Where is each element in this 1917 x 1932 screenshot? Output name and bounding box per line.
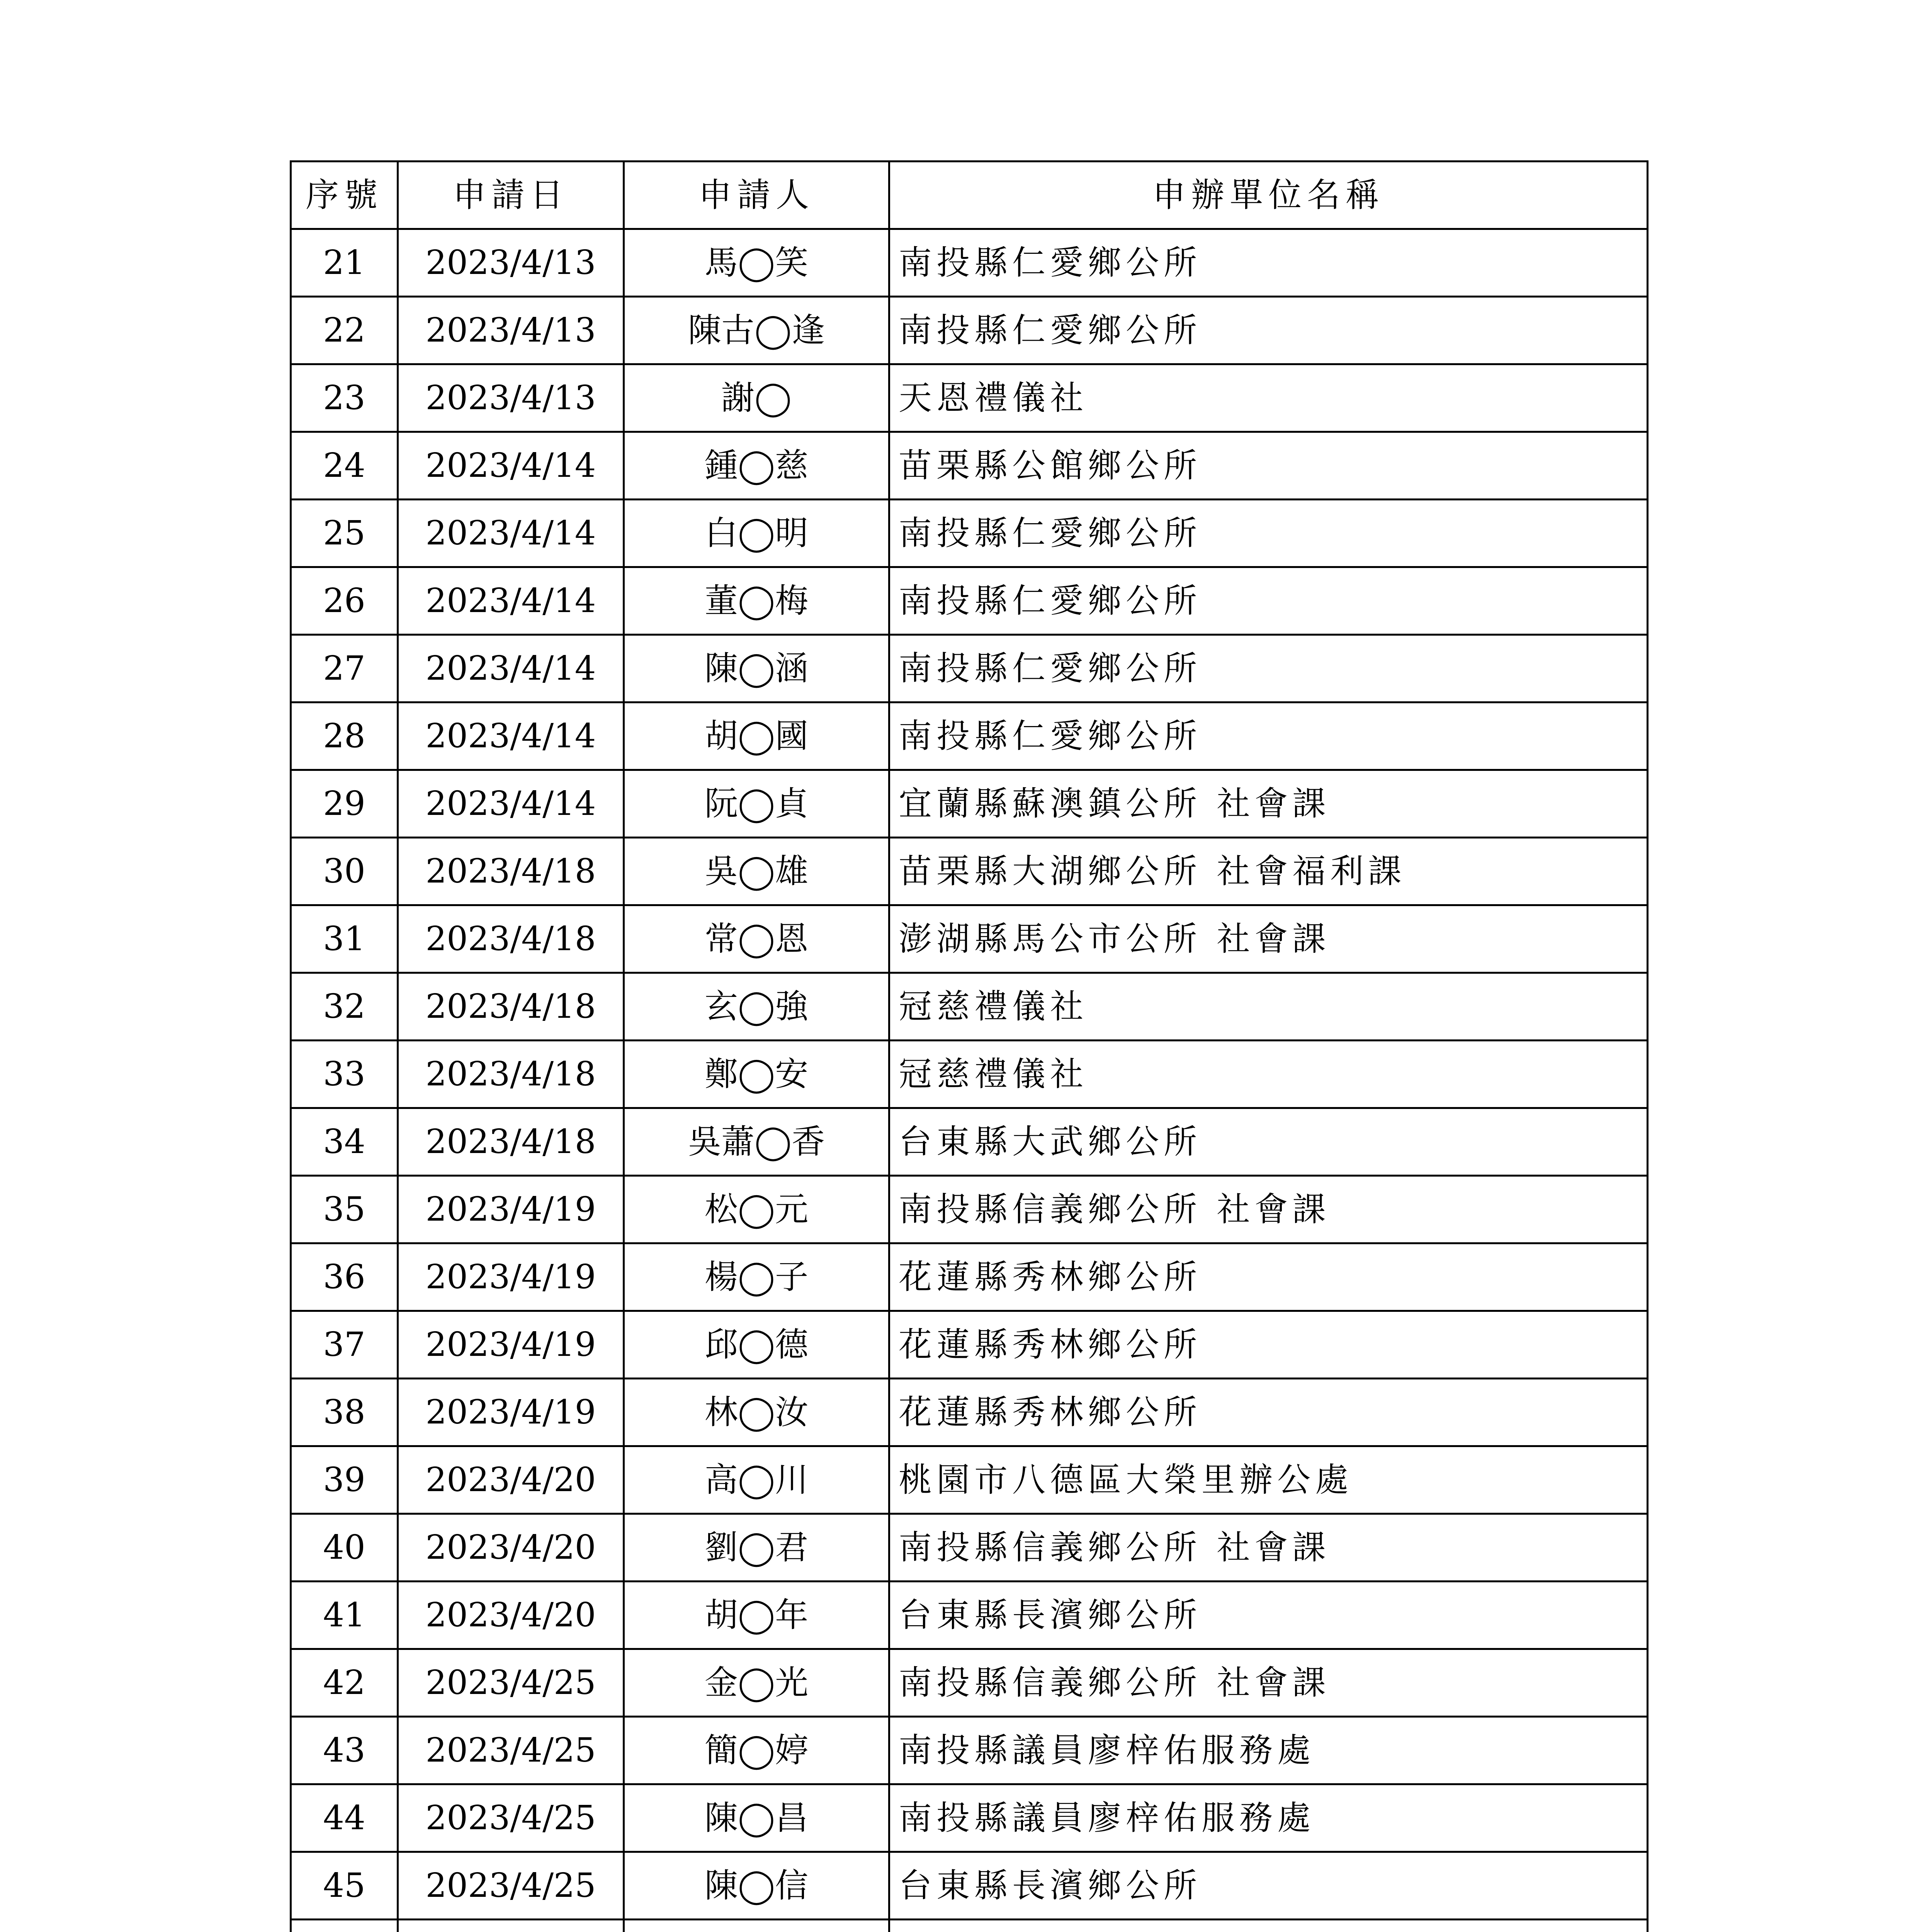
serial-number-cell: 31 bbox=[291, 905, 398, 973]
serial-number-cell: 41 bbox=[291, 1582, 398, 1649]
unit-name-cell: 天恩禮儀社 bbox=[889, 364, 1648, 432]
table-row bbox=[291, 1446, 1648, 1514]
table-body bbox=[291, 229, 1648, 1932]
application-date-cell: 2023/4/20 bbox=[398, 1582, 624, 1649]
unit-name-cell: 南投縣信義鄉公所 社會課 bbox=[889, 1514, 1648, 1582]
unit-name-cell: 宜蘭縣蘇澳鎮公所 社會課 bbox=[889, 770, 1648, 838]
unit-name-cell: 台東縣長濱鄉公所 bbox=[889, 1582, 1648, 1649]
application-date-cell: 2023/4/25 bbox=[398, 1649, 624, 1717]
application-date-cell: 2023/4/13 bbox=[398, 297, 624, 364]
unit-name-cell bbox=[889, 1920, 1648, 1932]
table-row bbox=[291, 1041, 1648, 1108]
applicant-cell: 林◯汝 bbox=[624, 1379, 889, 1446]
applicant-cell: 金◯光 bbox=[624, 1649, 889, 1717]
unit-name-cell: 苗栗縣公館鄉公所 bbox=[889, 432, 1648, 500]
applicant-cell: 鍾◯慈 bbox=[624, 432, 889, 500]
application-date-cell: 2023/4/14 bbox=[398, 500, 624, 567]
applicant-cell: 高◯川 bbox=[624, 1446, 889, 1514]
unit-name-cell: 桃園市八德區大榮里辦公處 bbox=[889, 1446, 1648, 1514]
applicant-cell: 陳古◯逢 bbox=[624, 297, 889, 364]
serial-number-cell: 26 bbox=[291, 567, 398, 635]
applicant-cell: 鄭◯安 bbox=[624, 1041, 889, 1108]
unit-name-cell: 花蓮縣秀林鄉公所 bbox=[889, 1311, 1648, 1379]
serial-number-cell: 36 bbox=[291, 1243, 398, 1311]
applicant-cell bbox=[624, 1920, 889, 1932]
table-row bbox=[291, 770, 1648, 838]
applicant-cell: 劉◯君 bbox=[624, 1514, 889, 1582]
unit-name-cell: 南投縣仁愛鄉公所 bbox=[889, 229, 1648, 297]
serial-number-cell: 24 bbox=[291, 432, 398, 500]
table-row bbox=[291, 1243, 1648, 1311]
serial-number-cell: 25 bbox=[291, 500, 398, 567]
unit-name-cell: 南投縣議員廖梓佑服務處 bbox=[889, 1784, 1648, 1852]
application-date-cell: 2023/4/18 bbox=[398, 1108, 624, 1176]
serial-number-cell: 33 bbox=[291, 1041, 398, 1108]
applicant-cell: 常◯恩 bbox=[624, 905, 889, 973]
application-table bbox=[290, 160, 1648, 1932]
unit-name-cell: 冠慈禮儀社 bbox=[889, 1041, 1648, 1108]
serial-number-cell: 34 bbox=[291, 1108, 398, 1176]
applicant-cell: 楊◯子 bbox=[624, 1243, 889, 1311]
serial-number-cell: 43 bbox=[291, 1717, 398, 1784]
unit-name-cell: 台東縣長濱鄉公所 bbox=[889, 1852, 1648, 1920]
application-date-cell: 2023/4/19 bbox=[398, 1176, 624, 1243]
table-row bbox=[291, 297, 1648, 364]
application-date-cell: 2023/4/14 bbox=[398, 567, 624, 635]
serial-number-cell: 38 bbox=[291, 1379, 398, 1446]
table-row bbox=[291, 838, 1648, 905]
header-applicant: 申請人 bbox=[624, 162, 889, 229]
application-date-cell: 2023/4/13 bbox=[398, 364, 624, 432]
table-row bbox=[291, 432, 1648, 500]
application-date-cell: 2023/4/14 bbox=[398, 770, 624, 838]
serial-number-cell: 44 bbox=[291, 1784, 398, 1852]
applicant-cell: 邱◯德 bbox=[624, 1311, 889, 1379]
application-date-cell: 2023/4/18 bbox=[398, 973, 624, 1041]
serial-number-cell: 37 bbox=[291, 1311, 398, 1379]
application-date-cell: 2023/4/14 bbox=[398, 702, 624, 770]
table-row bbox=[291, 567, 1648, 635]
application-date-cell bbox=[398, 1920, 624, 1932]
serial-number-cell bbox=[291, 1920, 398, 1932]
unit-name-cell: 南投縣信義鄉公所 社會課 bbox=[889, 1176, 1648, 1243]
unit-name-cell: 南投縣仁愛鄉公所 bbox=[889, 702, 1648, 770]
table-row bbox=[291, 973, 1648, 1041]
table-row bbox=[291, 1311, 1648, 1379]
unit-name-cell: 花蓮縣秀林鄉公所 bbox=[889, 1379, 1648, 1446]
serial-number-cell: 29 bbox=[291, 770, 398, 838]
table-row bbox=[291, 1852, 1648, 1920]
serial-number-cell: 30 bbox=[291, 838, 398, 905]
table-row bbox=[291, 364, 1648, 432]
header-unit-name: 申辦單位名稱 bbox=[889, 162, 1648, 229]
applicant-cell: 白◯明 bbox=[624, 500, 889, 567]
serial-number-cell: 23 bbox=[291, 364, 398, 432]
applicant-cell: 吳◯雄 bbox=[624, 838, 889, 905]
table-row bbox=[291, 1379, 1648, 1446]
unit-name-cell: 冠慈禮儀社 bbox=[889, 973, 1648, 1041]
serial-number-cell: 35 bbox=[291, 1176, 398, 1243]
application-date-cell: 2023/4/19 bbox=[398, 1311, 624, 1379]
applicant-cell: 陳◯昌 bbox=[624, 1784, 889, 1852]
application-date-cell: 2023/4/14 bbox=[398, 635, 624, 702]
application-date-cell: 2023/4/25 bbox=[398, 1717, 624, 1784]
serial-number-cell: 22 bbox=[291, 297, 398, 364]
application-date-cell: 2023/4/13 bbox=[398, 229, 624, 297]
application-date-cell: 2023/4/14 bbox=[398, 432, 624, 500]
table-header-row bbox=[291, 162, 1648, 229]
applicant-cell: 陳◯涵 bbox=[624, 635, 889, 702]
table-row bbox=[291, 1784, 1648, 1852]
table-row bbox=[291, 905, 1648, 973]
application-date-cell: 2023/4/19 bbox=[398, 1379, 624, 1446]
serial-number-cell: 40 bbox=[291, 1514, 398, 1582]
unit-name-cell: 花蓮縣秀林鄉公所 bbox=[889, 1243, 1648, 1311]
application-date-cell: 2023/4/19 bbox=[398, 1243, 624, 1311]
table-row bbox=[291, 1176, 1648, 1243]
table-row bbox=[291, 1649, 1648, 1717]
header-serial-number: 序號 bbox=[291, 162, 398, 229]
unit-name-cell: 台東縣大武鄉公所 bbox=[889, 1108, 1648, 1176]
application-date-cell: 2023/4/18 bbox=[398, 1041, 624, 1108]
applicant-cell: 胡◯年 bbox=[624, 1582, 889, 1649]
unit-name-cell: 南投縣信義鄉公所 社會課 bbox=[889, 1649, 1648, 1717]
application-table-container bbox=[290, 160, 1647, 1932]
table-row bbox=[291, 1920, 1648, 1932]
table-row bbox=[291, 1582, 1648, 1649]
table-row bbox=[291, 1108, 1648, 1176]
application-date-cell: 2023/4/18 bbox=[398, 838, 624, 905]
unit-name-cell: 澎湖縣馬公市公所 社會課 bbox=[889, 905, 1648, 973]
application-date-cell: 2023/4/25 bbox=[398, 1784, 624, 1852]
unit-name-cell: 南投縣仁愛鄉公所 bbox=[889, 297, 1648, 364]
unit-name-cell: 南投縣議員廖梓佑服務處 bbox=[889, 1717, 1648, 1784]
unit-name-cell: 南投縣仁愛鄉公所 bbox=[889, 500, 1648, 567]
table-row bbox=[291, 1717, 1648, 1784]
applicant-cell: 陳◯信 bbox=[624, 1852, 889, 1920]
applicant-cell: 玄◯強 bbox=[624, 973, 889, 1041]
table-row bbox=[291, 702, 1648, 770]
application-date-cell: 2023/4/25 bbox=[398, 1852, 624, 1920]
applicant-cell: 胡◯國 bbox=[624, 702, 889, 770]
serial-number-cell: 32 bbox=[291, 973, 398, 1041]
applicant-cell: 謝◯ bbox=[624, 364, 889, 432]
table-row bbox=[291, 635, 1648, 702]
applicant-cell: 阮◯貞 bbox=[624, 770, 889, 838]
unit-name-cell: 南投縣仁愛鄉公所 bbox=[889, 567, 1648, 635]
header-application-date: 申請日 bbox=[398, 162, 624, 229]
serial-number-cell: 45 bbox=[291, 1852, 398, 1920]
application-date-cell: 2023/4/20 bbox=[398, 1514, 624, 1582]
serial-number-cell: 42 bbox=[291, 1649, 398, 1717]
application-date-cell: 2023/4/20 bbox=[398, 1446, 624, 1514]
applicant-cell: 董◯梅 bbox=[624, 567, 889, 635]
table-row bbox=[291, 1514, 1648, 1582]
applicant-cell: 吳蕭◯香 bbox=[624, 1108, 889, 1176]
serial-number-cell: 39 bbox=[291, 1446, 398, 1514]
applicant-cell: 松◯元 bbox=[624, 1176, 889, 1243]
table-row bbox=[291, 500, 1648, 567]
applicant-cell: 馬◯笑 bbox=[624, 229, 889, 297]
table-row bbox=[291, 229, 1648, 297]
serial-number-cell: 28 bbox=[291, 702, 398, 770]
serial-number-cell: 21 bbox=[291, 229, 398, 297]
application-date-cell: 2023/4/18 bbox=[398, 905, 624, 973]
unit-name-cell: 苗栗縣大湖鄉公所 社會福利課 bbox=[889, 838, 1648, 905]
unit-name-cell: 南投縣仁愛鄉公所 bbox=[889, 635, 1648, 702]
serial-number-cell: 27 bbox=[291, 635, 398, 702]
applicant-cell: 簡◯婷 bbox=[624, 1717, 889, 1784]
